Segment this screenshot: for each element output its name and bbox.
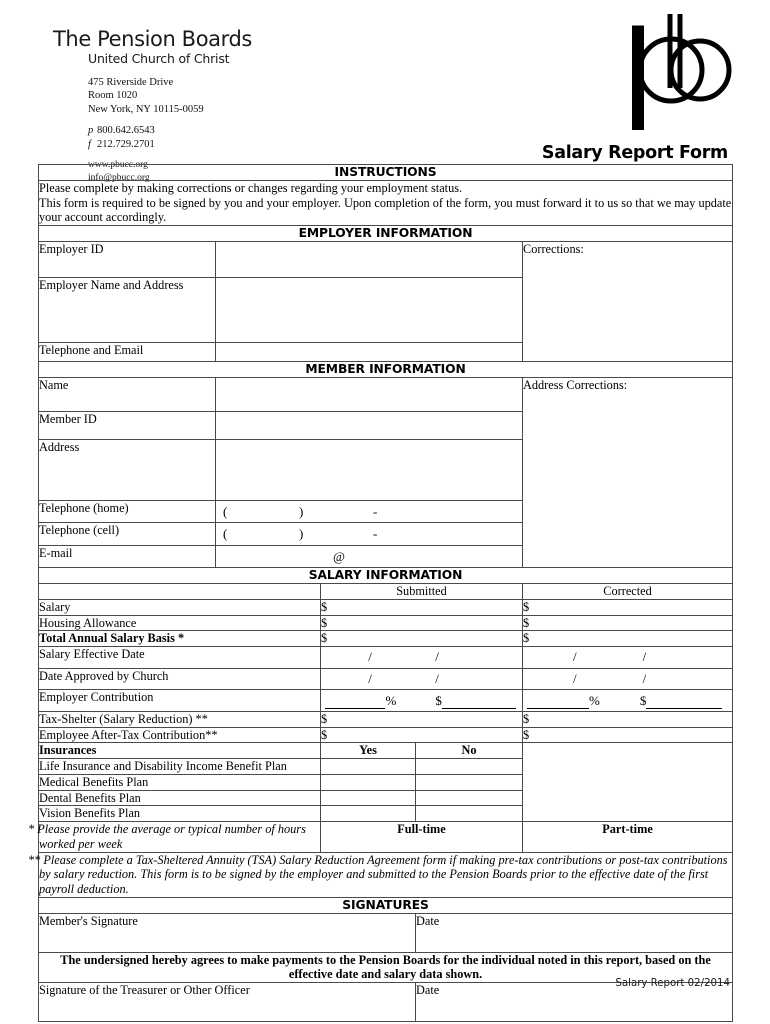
- phone-prefix: p: [88, 125, 94, 137]
- insurance-plan-label-2: Dental Benefits Plan: [39, 790, 321, 806]
- member-email-label: E-mail: [39, 545, 216, 568]
- insurance-yes-checkbox-2[interactable]: [321, 790, 416, 806]
- employer-name-address-label: Employer Name and Address: [39, 277, 216, 342]
- website-url: www.pbucc.org: [88, 160, 148, 171]
- employer-corrections-label: Corrections:: [523, 241, 584, 256]
- fax-number: 212.729.2701: [97, 138, 155, 150]
- member-address-input[interactable]: [216, 439, 523, 500]
- dollar-sign: $: [321, 727, 328, 742]
- member-address-corrections-cell[interactable]: [523, 377, 733, 568]
- fax-prefix: f: [88, 138, 91, 150]
- salary-submitted-5[interactable]: [321, 690, 523, 712]
- instructions-line-1: Please complete by making corrections or changes regarding your employment status.: [39, 180, 463, 195]
- employer-name-address-input[interactable]: [216, 277, 523, 342]
- insurances-col-yes: Yes: [321, 743, 416, 759]
- organization-branding: [53, 28, 353, 184]
- date-placeholder: [321, 647, 522, 668]
- email-address: info@pbucc.org: [88, 172, 150, 183]
- table-row: [39, 599, 733, 615]
- date-slash: /: [368, 649, 372, 665]
- table-row: [39, 690, 733, 712]
- member-signature-field[interactable]: [39, 913, 416, 952]
- full-time-option[interactable]: [321, 822, 523, 853]
- member-phone-cell-label: Telephone (cell): [39, 523, 216, 546]
- salary-submitted-2[interactable]: [321, 631, 523, 647]
- table-row: [39, 615, 733, 631]
- insurance-yes-checkbox-3[interactable]: [321, 806, 416, 822]
- member-address-corrections-label: Address Corrections:: [523, 377, 628, 392]
- salary-corrected-4[interactable]: [523, 668, 733, 690]
- phone-dash: -: [373, 503, 378, 519]
- treasurer-signature-field[interactable]: [39, 983, 416, 1022]
- employer-corrections-cell[interactable]: [523, 241, 733, 361]
- organization-subtitle: United Church of Christ: [88, 51, 230, 67]
- agreement-text: The undersigned hereby agrees to make payments to the Pension Boards for the individual noted in this report, based on the effective date and salary data shown.: [39, 952, 733, 983]
- paren-open: (: [223, 526, 228, 542]
- employer-heading: EMPLOYER INFORMATION: [39, 226, 733, 242]
- member-signature-row: [39, 913, 733, 952]
- salary-corrected-3[interactable]: [523, 647, 733, 669]
- dollar-sign: $: [321, 615, 328, 630]
- percent-amount-placeholder: [321, 690, 522, 711]
- instructions-heading: INSTRUCTIONS: [39, 165, 733, 181]
- member-signature-label: Member's Signature: [39, 913, 138, 928]
- salary-corrected-6[interactable]: [523, 711, 733, 727]
- table-row: [39, 631, 733, 647]
- dollar-sign: $: [321, 599, 328, 614]
- salary-submitted-6[interactable]: [321, 711, 523, 727]
- insurances-header-row: [39, 743, 733, 759]
- salary-col-submitted: Submitted: [321, 584, 523, 600]
- employer-header-row: [39, 226, 733, 242]
- date-label: Date: [416, 913, 440, 928]
- instructions-line-2: This form is required to be signed by you and your employer. Upon completion of the form, you must forward it to us so that we may update your account accordingly.: [39, 195, 732, 225]
- salary-corrected-5[interactable]: [523, 690, 733, 712]
- phone-line: [88, 124, 353, 137]
- date-slash: /: [642, 670, 647, 686]
- table-row: [39, 647, 733, 669]
- salary-submitted-4[interactable]: [321, 668, 523, 690]
- hours-note: * Please provide the average or typical number of hours worked per week: [39, 822, 321, 853]
- salary-row-label-7: Employee After-Tax Contribution**: [39, 727, 321, 743]
- employer-id-label: Employer ID: [39, 241, 216, 277]
- tsa-note-row: [39, 852, 733, 897]
- employer-telephone-email-label: Telephone and Email: [39, 342, 216, 361]
- phone-placeholder-cell: [216, 523, 522, 545]
- salary-corrected-2[interactable]: [523, 631, 733, 647]
- part-time-option[interactable]: [523, 822, 733, 853]
- salary-row-label-1: Housing Allowance: [39, 615, 321, 631]
- member-address-label: Address: [39, 439, 216, 500]
- member-phone-cell-input[interactable]: [216, 523, 523, 546]
- table-row: [39, 711, 733, 727]
- date-slash: /: [572, 649, 577, 665]
- percent-sign: %: [385, 693, 397, 709]
- date-label: Date: [416, 983, 440, 998]
- insurance-plan-label-1: Medical Benefits Plan: [39, 774, 321, 790]
- insurances-label: Insurances: [39, 743, 321, 759]
- date-slash: /: [435, 649, 439, 665]
- salary-column-header-row: [39, 584, 733, 600]
- address-line-2: Room 1020: [88, 90, 138, 102]
- salary-corrected-7[interactable]: [523, 727, 733, 743]
- dollar-sign: $: [523, 615, 530, 630]
- address-line-1: 475 Riverside Drive: [88, 77, 174, 89]
- member-name-input[interactable]: [216, 377, 523, 411]
- insurance-no-checkbox-0[interactable]: [416, 759, 523, 775]
- member-id-label: Member ID: [39, 411, 216, 439]
- insurance-no-checkbox-1[interactable]: [416, 774, 523, 790]
- salary-row-label-4: Date Approved by Church: [39, 668, 321, 690]
- paren-close: ): [299, 526, 304, 542]
- instructions-body-row: [39, 180, 733, 225]
- salary-row-label-3: Salary Effective Date: [39, 647, 321, 669]
- insurance-plan-label-3: Vision Benefits Plan: [39, 806, 321, 822]
- dollar-sign: $: [435, 693, 442, 709]
- address-line-3: New York, NY 10115-0059: [88, 103, 204, 115]
- dollar-sign: $: [639, 693, 647, 709]
- salary-col-corrected: Corrected: [523, 584, 733, 600]
- percent-amount-placeholder: [523, 690, 732, 711]
- employer-telephone-email-input[interactable]: [216, 342, 523, 361]
- member-phone-home-input[interactable]: [216, 500, 523, 523]
- insurance-plan-label-0: Life Insurance and Disability Income Benefit Plan: [39, 759, 321, 775]
- salary-col-blank: [39, 584, 321, 600]
- signatures-heading: SIGNATURES: [39, 897, 733, 913]
- paren-open: (: [223, 503, 228, 519]
- part-time-label: Part-time: [602, 822, 653, 837]
- insurance-yes-checkbox-0[interactable]: [321, 759, 416, 775]
- salary-row-label-6: Tax-Shelter (Salary Reduction) **: [39, 711, 321, 727]
- organization-address: [88, 76, 353, 116]
- salary-report-form: [28, 164, 733, 1022]
- dollar-sign: $: [321, 631, 328, 646]
- insurances-col-no: No: [416, 743, 523, 759]
- full-time-label: Full-time: [397, 822, 446, 837]
- date-slash: /: [572, 670, 577, 686]
- date-placeholder: [523, 669, 732, 690]
- organization-contact: [88, 124, 353, 151]
- paren-close: ): [299, 503, 304, 519]
- date-slash: /: [642, 649, 647, 665]
- salary-row-label-0: Salary: [39, 599, 321, 615]
- date-slash: /: [368, 670, 372, 686]
- table-row: [39, 241, 733, 277]
- instructions-body: [39, 180, 733, 225]
- member-email-input[interactable]: [216, 545, 523, 568]
- salary-submitted-0[interactable]: [321, 599, 523, 615]
- salary-submitted-7[interactable]: [321, 727, 523, 743]
- member-heading: MEMBER INFORMATION: [39, 361, 733, 377]
- tsa-note: ** Please complete a Tax-Sheltered Annuity (TSA) Salary Reduction Agreement form if making pre-tax contributions or post-tax contributions by salary reduction. This form is to be signed by the employer and submitted to the Pension Boards prior to the effective date of the first payroll deduction.: [39, 852, 733, 897]
- salary-corrected-0[interactable]: [523, 599, 733, 615]
- dollar-sign: $: [523, 711, 530, 726]
- signatures-header-row: [39, 897, 733, 913]
- treasurer-signature-label: Signature of the Treasurer or Other Officer: [39, 983, 250, 998]
- at-symbol: @: [333, 548, 345, 564]
- insurance-no-checkbox-2[interactable]: [416, 790, 523, 806]
- member-signature-date-field[interactable]: [416, 913, 733, 952]
- table-row: [39, 377, 733, 411]
- salary-header-row: [39, 568, 733, 584]
- member-header-row: [39, 361, 733, 377]
- phone-number: 800.642.6543: [97, 125, 155, 137]
- hours-row: [39, 822, 733, 853]
- organization-name: The Pension Boards: [53, 27, 252, 51]
- salary-submitted-3[interactable]: [321, 647, 523, 669]
- salary-row-label-2: Total Annual Salary Basis *: [39, 631, 321, 647]
- pb-monogram-logo: [622, 12, 732, 134]
- table-row: [39, 668, 733, 690]
- insurance-no-checkbox-3[interactable]: [416, 806, 523, 822]
- table-row: [39, 727, 733, 743]
- insurances-blank-cell: [523, 743, 733, 822]
- salary-heading: SALARY INFORMATION: [39, 568, 733, 584]
- page-title: Salary Report Form: [541, 143, 728, 163]
- employer-id-input[interactable]: [216, 241, 523, 277]
- dollar-sign: $: [523, 599, 530, 614]
- dollar-sign: $: [321, 711, 328, 726]
- insurance-yes-checkbox-1[interactable]: [321, 774, 416, 790]
- form-footer-revision: Salary Report 02/2014: [615, 978, 730, 989]
- phone-dash: -: [373, 526, 378, 542]
- dollar-sign: $: [523, 727, 530, 742]
- salary-corrected-1[interactable]: [523, 615, 733, 631]
- member-phone-home-label: Telephone (home): [39, 500, 216, 523]
- dollar-sign: $: [523, 631, 530, 646]
- phone-placeholder-home: [216, 501, 522, 523]
- date-placeholder: [523, 647, 732, 668]
- percent-sign: %: [589, 693, 600, 709]
- member-id-input[interactable]: [216, 411, 523, 439]
- salary-submitted-1[interactable]: [321, 615, 523, 631]
- date-placeholder: [321, 669, 522, 690]
- fax-line: [88, 138, 353, 151]
- date-slash: /: [435, 670, 439, 686]
- instructions-header-row: [39, 165, 733, 181]
- member-name-label: Name: [39, 377, 216, 411]
- salary-row-label-5: Employer Contribution: [39, 690, 321, 712]
